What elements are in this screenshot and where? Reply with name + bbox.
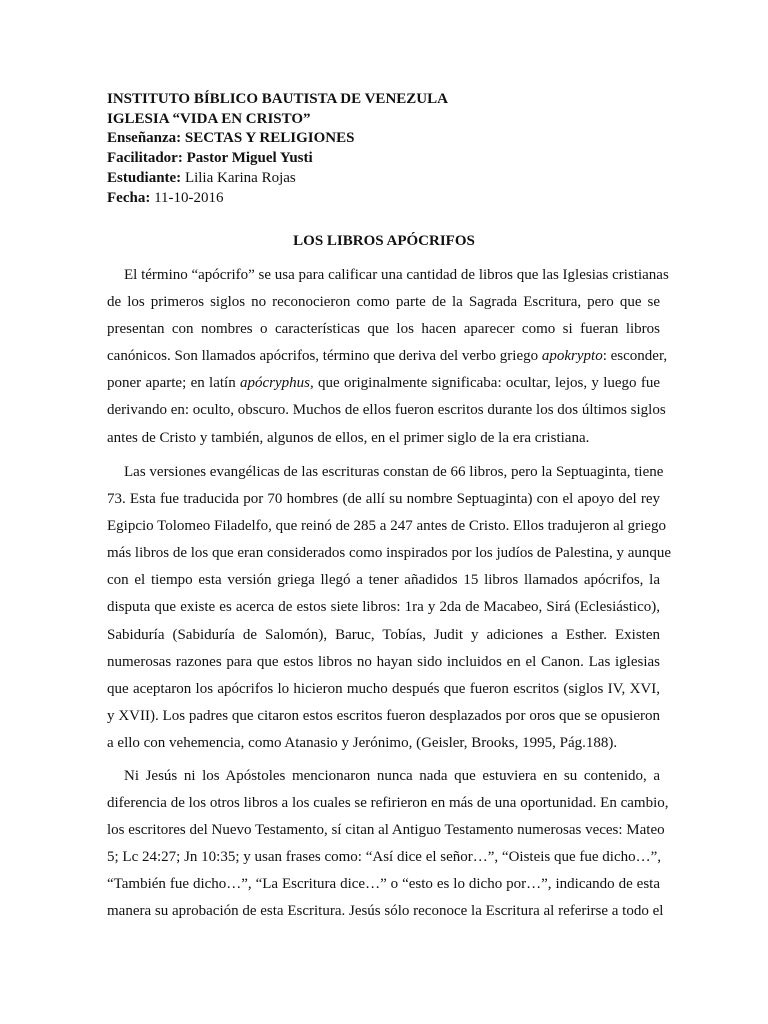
document-title: LOS LIBROS APÓCRIFOS [293,233,475,249]
paragraph-line: a ello con vehemencia, como Atanasio y Jerónimo, (Geisler, Brooks, 1995, Pág.188). [107,734,618,751]
paragraph-line: Sabiduría (Sabiduría de Salomón), Baruc, Tobías, Judit y adiciones a Esther. Existen [107,626,660,643]
paragraph-line: 73. Esta fue traducida por 70 hombres (de allí su nombre Septuaginta) con el apoyo del rey [107,491,660,508]
paragraph-line: Egipcio Tolomeo Filadelfo, que reinó de 285 a 247 antes de Cristo. Ellos tradujeron al griego [107,518,666,535]
paragraph-line: que aceptaron los apócrifos lo hicieron mucho después que fueron escritos (siglos IV, XVI, [107,680,660,697]
paragraph-line [107,370,660,397]
date-line [107,189,667,209]
paragraph-line: antes de Cristo y también, algunos de ellos, en el primer siglo de la era cristiana. [107,429,590,446]
paragraph-line: de los primeros siglos no reconocieron como parte de la Sagrada Escritura, pero que se [107,294,660,311]
church-name: IGLESIA “VIDA EN CRISTO” [107,110,311,127]
paragraph-line: 5; Lc 24:27; Jn 10:35; y usan frases como: “Así dice el señor…”, “Oisteis que fue dicho…”, [107,849,662,866]
paragraph-line: derivando en: oculto, obscuro. Muchos de ellos fueron escritos durante los dos últimos siglos [107,402,666,419]
paragraph-2 [107,459,672,757]
text-run: : esconder, [602,348,668,365]
paragraph-line: presentan con nombres o características que los hacen aparecer como si fueran libros [107,321,660,338]
paragraph-line [107,343,668,370]
course-line: Enseñanza: SECTAS Y RELIGIONES [107,130,355,147]
italic-term: apokrypto [541,348,603,365]
paragraph-line: los escritores del Nuevo Testamento, sí citan al Antiguo Testamento numerosas veces: Mateo [107,822,665,839]
paragraph-line: diferencia de los otros libros a los cuales se refirieron en más de una oportunidad. En cambio, [107,795,669,812]
paragraph-line: “También fue dicho…”, “La Escritura dice…” o “esto es lo dicho por…”, indicando de esta [107,876,660,893]
paragraph-line: y XVII). Los padres que citaron estos escritos fueron desplazados por oros que se opusieron [107,707,660,724]
institute-name: INSTITUTO BÍBLICO BAUTISTA DE VENEZULA [107,91,448,107]
paragraph-line: numerosas razones para que estos libros no hayan sido incluidos en el Canon. Las iglesias [107,653,660,670]
paragraph-1 [107,262,669,452]
document-header [107,90,667,208]
paragraph-line: Ni Jesús ni los Apóstoles mencionaron nunca nada que estuviera en su contenido, a [124,768,660,784]
student-label: Estudiante: [107,169,182,186]
paragraph-line: manera su aprobación de esta Escritura. Jesús sólo reconoce la Escritura al referirse a todo el [107,903,664,920]
paragraph-line: con el tiempo esta versión griega llegó a tener añadidos 15 libros llamados apócrifos, la [107,572,660,589]
text-run: poner aparte; en latín [107,375,240,392]
paragraph-line: Las versiones evangélicas de las escrituras constan de 66 libros, pero la Septuaginta, tiene [124,464,664,480]
paragraph-3 [107,763,669,926]
facilitator-line: Facilitador: Pastor Miguel Yusti [107,150,313,167]
text-run: canónicos. Son llamados apócrifos, término que deriva del verbo griego [107,348,542,365]
student-line [107,169,667,189]
italic-term: apócryphus [240,375,310,392]
date-label: Fecha: [107,189,151,206]
paragraph-line: más libros de los que eran considerados como inspirados por los judíos de Palestina, y aunque [107,545,672,562]
student-value: Lilia Karina Rojas [184,169,296,186]
date-value: 11-10-2016 [154,189,224,206]
paragraph-line: disputa que existe es acerca de estos siete libros: 1ra y 2da de Macabeo, Sirá (Eclesiástico), [107,599,660,616]
paragraph-line: El término “apócrifo” se usa para calificar una cantidad de libros que las Iglesias cristianas [124,267,669,283]
text-run: , que originalmente significaba: ocultar, lejos, y luego fue [310,375,660,392]
